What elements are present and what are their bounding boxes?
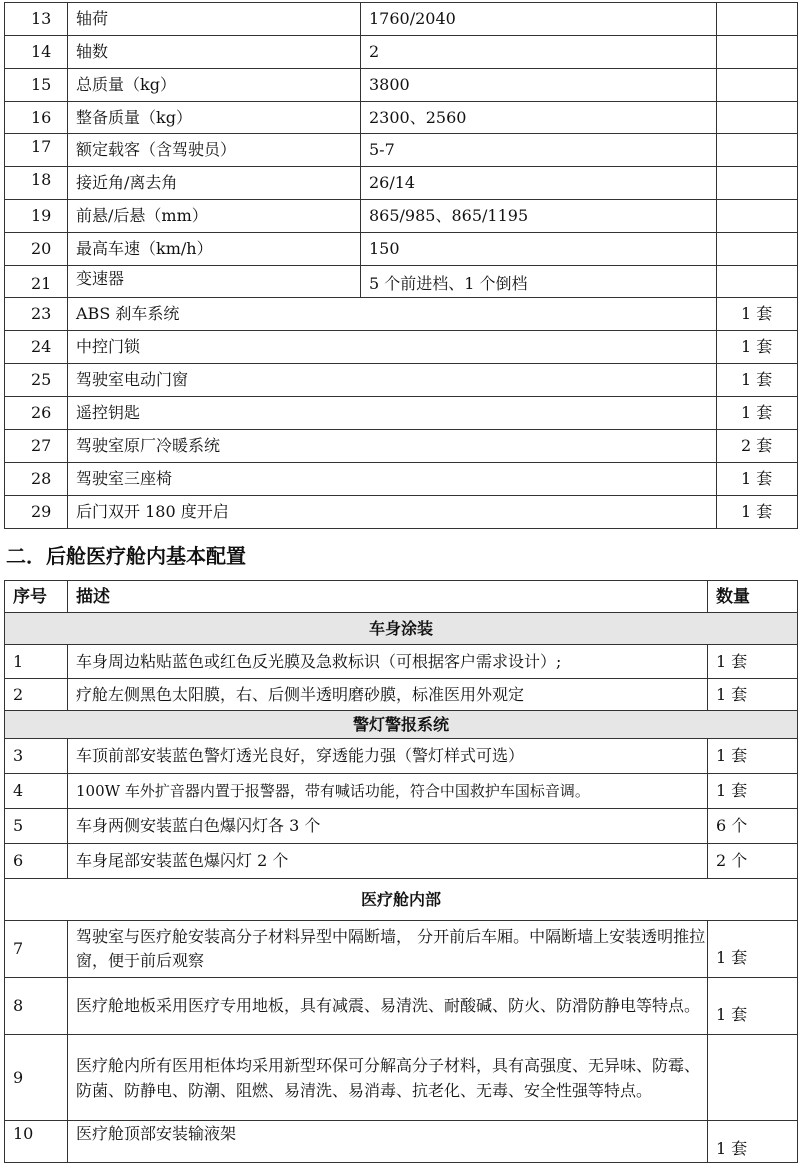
table-row bbox=[5, 844, 798, 879]
section-heading: 二．后舱医疗舱内基本配置 bbox=[6, 544, 246, 568]
header-qty: 数量 bbox=[708, 581, 798, 613]
row-number: 23 bbox=[5, 298, 68, 331]
spec-value: 1760/2040 bbox=[361, 3, 717, 36]
feature-qty: 1 套 bbox=[717, 496, 798, 529]
cabin-config-table bbox=[4, 580, 798, 1163]
table-row bbox=[5, 266, 798, 298]
feature-desc: 中控门锁 bbox=[68, 331, 717, 364]
spec-value: 2300、2560 bbox=[361, 102, 717, 134]
feature-desc: ABS 刹车系统 bbox=[68, 298, 717, 331]
spec-value: 2 bbox=[361, 36, 717, 69]
row-number: 9 bbox=[5, 1035, 68, 1121]
spec-value: 5 个前进档、1 个倒档 bbox=[361, 266, 717, 298]
spec-item: 变速器 bbox=[68, 266, 361, 298]
spec-qty bbox=[717, 134, 798, 167]
spec-item: 总质量（kg） bbox=[68, 69, 361, 102]
row-desc: 医疗舱地板采用医疗专用地板，具有减震、易清洗、耐酸碱、防火、防滑防静电等特点。 bbox=[68, 978, 708, 1035]
row-desc: 疗舱左侧黑色太阳膜，右、后侧半透明磨砂膜，标准医用外观定 bbox=[68, 679, 708, 711]
row-number: 16 bbox=[5, 102, 68, 134]
table-row bbox=[5, 167, 798, 200]
feature-qty: 1 套 bbox=[717, 298, 798, 331]
table-row bbox=[5, 200, 798, 233]
table-row bbox=[5, 739, 798, 774]
feature-qty: 1 套 bbox=[717, 331, 798, 364]
table-row bbox=[5, 233, 798, 266]
row-number: 20 bbox=[5, 233, 68, 266]
table-row bbox=[5, 69, 798, 102]
row-qty: 1 套 bbox=[708, 774, 798, 809]
spec-value: 5-7 bbox=[361, 134, 717, 167]
table-row bbox=[5, 331, 798, 364]
feature-desc: 驾驶室三座椅 bbox=[68, 463, 717, 496]
row-number: 19 bbox=[5, 200, 68, 233]
row-desc: 车身尾部安装蓝色爆闪灯 2 个 bbox=[68, 844, 708, 879]
row-number: 29 bbox=[5, 496, 68, 529]
spec-item: 整备质量（kg） bbox=[68, 102, 361, 134]
row-number: 24 bbox=[5, 331, 68, 364]
spec-value: 3800 bbox=[361, 69, 717, 102]
row-number: 17 bbox=[5, 134, 68, 167]
row-qty bbox=[708, 1035, 798, 1121]
spec-item: 轴数 bbox=[68, 36, 361, 69]
spec-item: 额定载客（含驾驶员） bbox=[68, 134, 361, 167]
spec-qty bbox=[717, 233, 798, 266]
row-qty: 1 套 bbox=[708, 739, 798, 774]
table-row bbox=[5, 298, 798, 331]
table-row bbox=[5, 102, 798, 134]
table-row bbox=[5, 921, 798, 978]
row-number: 2 bbox=[5, 679, 68, 711]
spec-qty bbox=[717, 167, 798, 200]
table-row bbox=[5, 774, 798, 809]
table-row bbox=[5, 36, 798, 69]
row-desc: 医疗舱顶部安装输液架 bbox=[68, 1121, 708, 1163]
feature-qty: 1 套 bbox=[717, 397, 798, 430]
row-number: 15 bbox=[5, 69, 68, 102]
spec-qty bbox=[717, 200, 798, 233]
table-row bbox=[5, 463, 798, 496]
spec-qty bbox=[717, 266, 798, 298]
row-qty: 1 套 bbox=[708, 978, 798, 1035]
table-row bbox=[5, 134, 798, 167]
group-title: 医疗舱内部 bbox=[5, 879, 798, 921]
row-desc: 车身两侧安装蓝白色爆闪灯各 3 个 bbox=[68, 809, 708, 844]
feature-qty: 1 套 bbox=[717, 364, 798, 397]
row-desc: 驾驶室与医疗舱安装高分子材料异型中隔断墙， 分开前后车厢。中隔断墙上安装透明推拉窗，便于前后观察 bbox=[68, 921, 708, 978]
table-row bbox=[5, 364, 798, 397]
row-qty: 1 套 bbox=[708, 645, 798, 679]
feature-desc: 驾驶室原厂冷暖系统 bbox=[68, 430, 717, 463]
group-title: 警灯警报系统 bbox=[5, 711, 798, 739]
row-desc: 医疗舱内所有医用柜体均采用新型环保可分解高分子材料，具有高强度、无异味、防霉、防菌、防静电、防潮、阻燃、易清洗、易消毒、抗老化、无毒、安全性强等特点。 bbox=[68, 1035, 708, 1121]
row-number: 7 bbox=[5, 921, 68, 978]
row-desc: 车顶前部安装蓝色警灯透光良好，穿透能力强（警灯样式可选） bbox=[68, 739, 708, 774]
row-desc: 100W 车外扩音器内置于报警器，带有喊话功能，符合中国救护车国标音调。 bbox=[68, 774, 708, 809]
spec-item: 轴荷 bbox=[68, 3, 361, 36]
header-no: 序号 bbox=[5, 581, 68, 613]
row-qty: 1 套 bbox=[708, 1121, 798, 1163]
row-number: 3 bbox=[5, 739, 68, 774]
feature-qty: 1 套 bbox=[717, 463, 798, 496]
spec-qty bbox=[717, 102, 798, 134]
row-number: 27 bbox=[5, 430, 68, 463]
spec-value: 865/985、865/1195 bbox=[361, 200, 717, 233]
table-row bbox=[5, 645, 798, 679]
feature-desc: 驾驶室电动门窗 bbox=[68, 364, 717, 397]
spec-item: 前悬/后悬（mm） bbox=[68, 200, 361, 233]
row-number: 5 bbox=[5, 809, 68, 844]
table-row bbox=[5, 430, 798, 463]
table-row bbox=[5, 679, 798, 711]
row-number: 10 bbox=[5, 1121, 68, 1163]
spec-qty bbox=[717, 69, 798, 102]
table-row bbox=[5, 978, 798, 1035]
row-number: 18 bbox=[5, 167, 68, 200]
row-number: 26 bbox=[5, 397, 68, 430]
row-number: 28 bbox=[5, 463, 68, 496]
row-number: 25 bbox=[5, 364, 68, 397]
feature-qty: 2 套 bbox=[717, 430, 798, 463]
header-desc: 描述 bbox=[68, 581, 708, 613]
row-qty: 2 个 bbox=[708, 844, 798, 879]
spec-item: 最高车速（km/h） bbox=[68, 233, 361, 266]
row-desc: 车身周边粘贴蓝色或红色反光膜及急救标识（可根据客户需求设计）; bbox=[68, 645, 708, 679]
row-qty: 6 个 bbox=[708, 809, 798, 844]
spec-value: 150 bbox=[361, 233, 717, 266]
group-title: 车身涂装 bbox=[5, 613, 798, 645]
spec-table bbox=[4, 2, 798, 529]
group-header-row bbox=[5, 879, 798, 921]
spec-item: 接近角/离去角 bbox=[68, 167, 361, 200]
feature-desc: 遥控钥匙 bbox=[68, 397, 717, 430]
table-row bbox=[5, 1121, 798, 1163]
table-row bbox=[5, 3, 798, 36]
table-header-row bbox=[5, 581, 798, 613]
row-number: 13 bbox=[5, 3, 68, 36]
spec-qty bbox=[717, 36, 798, 69]
row-qty: 1 套 bbox=[708, 921, 798, 978]
group-header-row bbox=[5, 711, 798, 739]
spec-value: 26/14 bbox=[361, 167, 717, 200]
row-number: 14 bbox=[5, 36, 68, 69]
table-row bbox=[5, 397, 798, 430]
feature-desc: 后门双开 180 度开启 bbox=[68, 496, 717, 529]
row-number: 1 bbox=[5, 645, 68, 679]
row-number: 4 bbox=[5, 774, 68, 809]
spec-qty bbox=[717, 3, 798, 36]
row-qty: 1 套 bbox=[708, 679, 798, 711]
row-number: 8 bbox=[5, 978, 68, 1035]
table-row bbox=[5, 1035, 798, 1121]
row-number: 6 bbox=[5, 844, 68, 879]
table-row bbox=[5, 809, 798, 844]
group-header-row bbox=[5, 613, 798, 645]
table-row bbox=[5, 496, 798, 529]
row-number: 21 bbox=[5, 266, 68, 298]
